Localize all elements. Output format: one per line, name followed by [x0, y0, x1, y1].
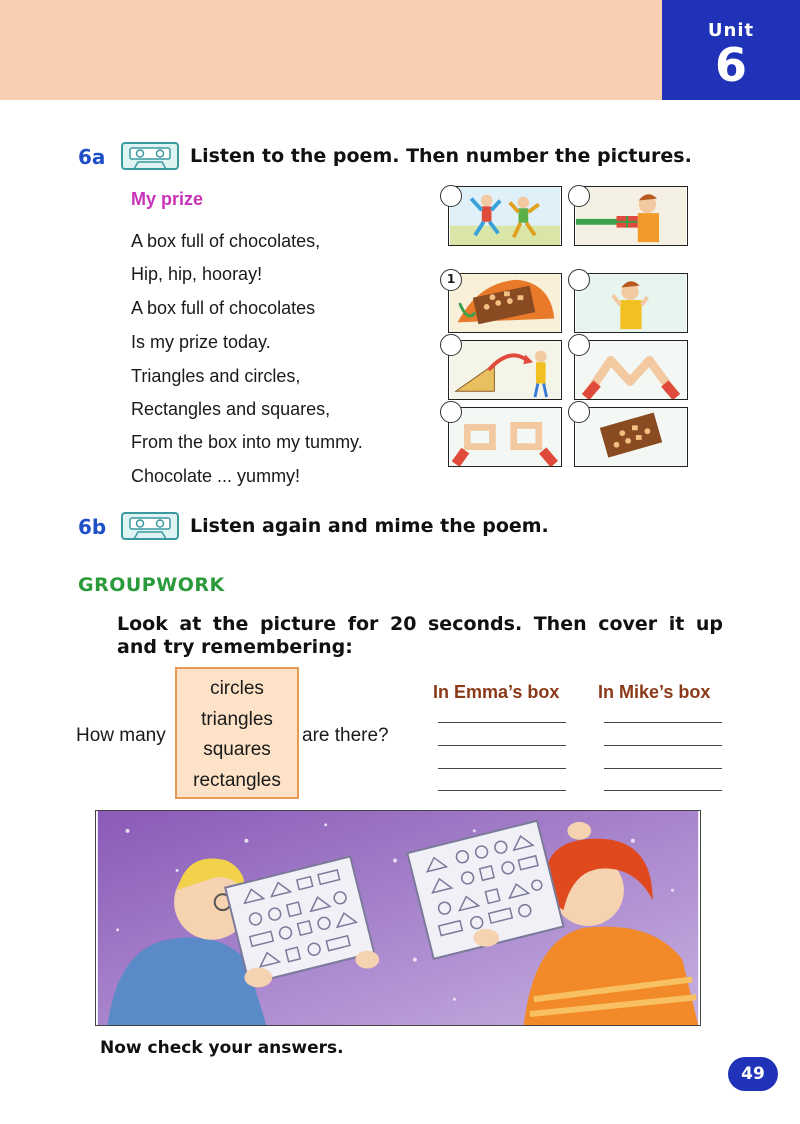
panel-triangle-to-boy [448, 340, 562, 400]
exercise-6a-number: 6a [78, 145, 106, 169]
panel-number-circle[interactable] [440, 334, 462, 356]
exercise-6a-instruction: Listen to the poem. Then number the pictures. [190, 145, 692, 167]
poem-line: From the box into my tummy. [131, 432, 363, 452]
answer-line-emma[interactable] [438, 745, 566, 746]
answer-line-mike[interactable] [604, 768, 722, 769]
option-squares: squares [203, 739, 271, 760]
exercise-6b-instruction: Listen again and mime the poem. [190, 515, 549, 537]
answer-line-mike[interactable] [604, 722, 722, 723]
panel-number-circle[interactable] [440, 401, 462, 423]
groupwork-instruction-line1: Look at the picture for 20 seconds. Then cover it up [117, 613, 723, 635]
poem-line: A box full of chocolates [131, 298, 316, 318]
option-circles: circles [210, 678, 264, 699]
panel-hands-triangle [574, 340, 688, 400]
answer-line-mike[interactable] [604, 745, 722, 746]
poem-line: Rectangles and squares, [131, 399, 331, 419]
poem-line: Chocolate ... yummy! [131, 466, 301, 486]
cassette-tape-icon[interactable] [120, 510, 180, 542]
panel-number-circle[interactable] [568, 334, 590, 356]
shape-options-box [175, 667, 299, 799]
question-end: are there? [302, 725, 389, 746]
poem-line: Is my prize today. [131, 332, 271, 352]
panel-hands-squares [448, 407, 562, 467]
panel-boy-receives-prize [574, 186, 688, 246]
answer-line-emma[interactable] [438, 722, 566, 723]
column-emma-heading: In Emma’s box [433, 682, 560, 702]
picture-panels [440, 183, 688, 471]
panel-number-circle[interactable] [440, 185, 462, 207]
answer-line-emma[interactable] [438, 768, 566, 769]
panel-chocolate-box [448, 273, 562, 333]
panel-number-circle[interactable] [568, 269, 590, 291]
poem-line: Triangles and circles, [131, 366, 301, 386]
poem-title: My prize [131, 189, 204, 209]
answer-line-emma[interactable] [438, 790, 566, 791]
question-start: How many [76, 725, 166, 746]
option-triangles: triangles [201, 709, 273, 730]
panel-boy-eating [574, 273, 688, 333]
panel-kids-jumping [448, 186, 562, 246]
illustration-kids-with-boxes [95, 810, 701, 1026]
poem-line: Hip, hip, hooray! [131, 264, 263, 284]
unit-number: 6 [714, 38, 747, 92]
panel-number-circle[interactable] [568, 185, 590, 207]
page-number: 49 [728, 1057, 778, 1091]
check-answers-text: Now check your answers. [100, 1038, 344, 1058]
poem-line: A box full of chocolates, [131, 231, 321, 251]
answer-line-mike[interactable] [604, 790, 722, 791]
exercise-6b-number: 6b [78, 515, 107, 539]
groupwork-heading: GROUPWORK [78, 574, 225, 596]
unit-tab [662, 0, 800, 100]
column-mike-heading: In Mike’s box [598, 682, 711, 702]
panel-number-circle[interactable] [568, 401, 590, 423]
groupwork-instruction-line2: and try remembering: [117, 636, 353, 658]
option-rectangles: rectangles [193, 770, 281, 791]
panel-number-circle: 1 [440, 269, 462, 291]
panel-chocolate-box-closeup [574, 407, 688, 467]
cassette-tape-icon[interactable] [120, 140, 180, 172]
unit-label: Unit [707, 20, 755, 41]
